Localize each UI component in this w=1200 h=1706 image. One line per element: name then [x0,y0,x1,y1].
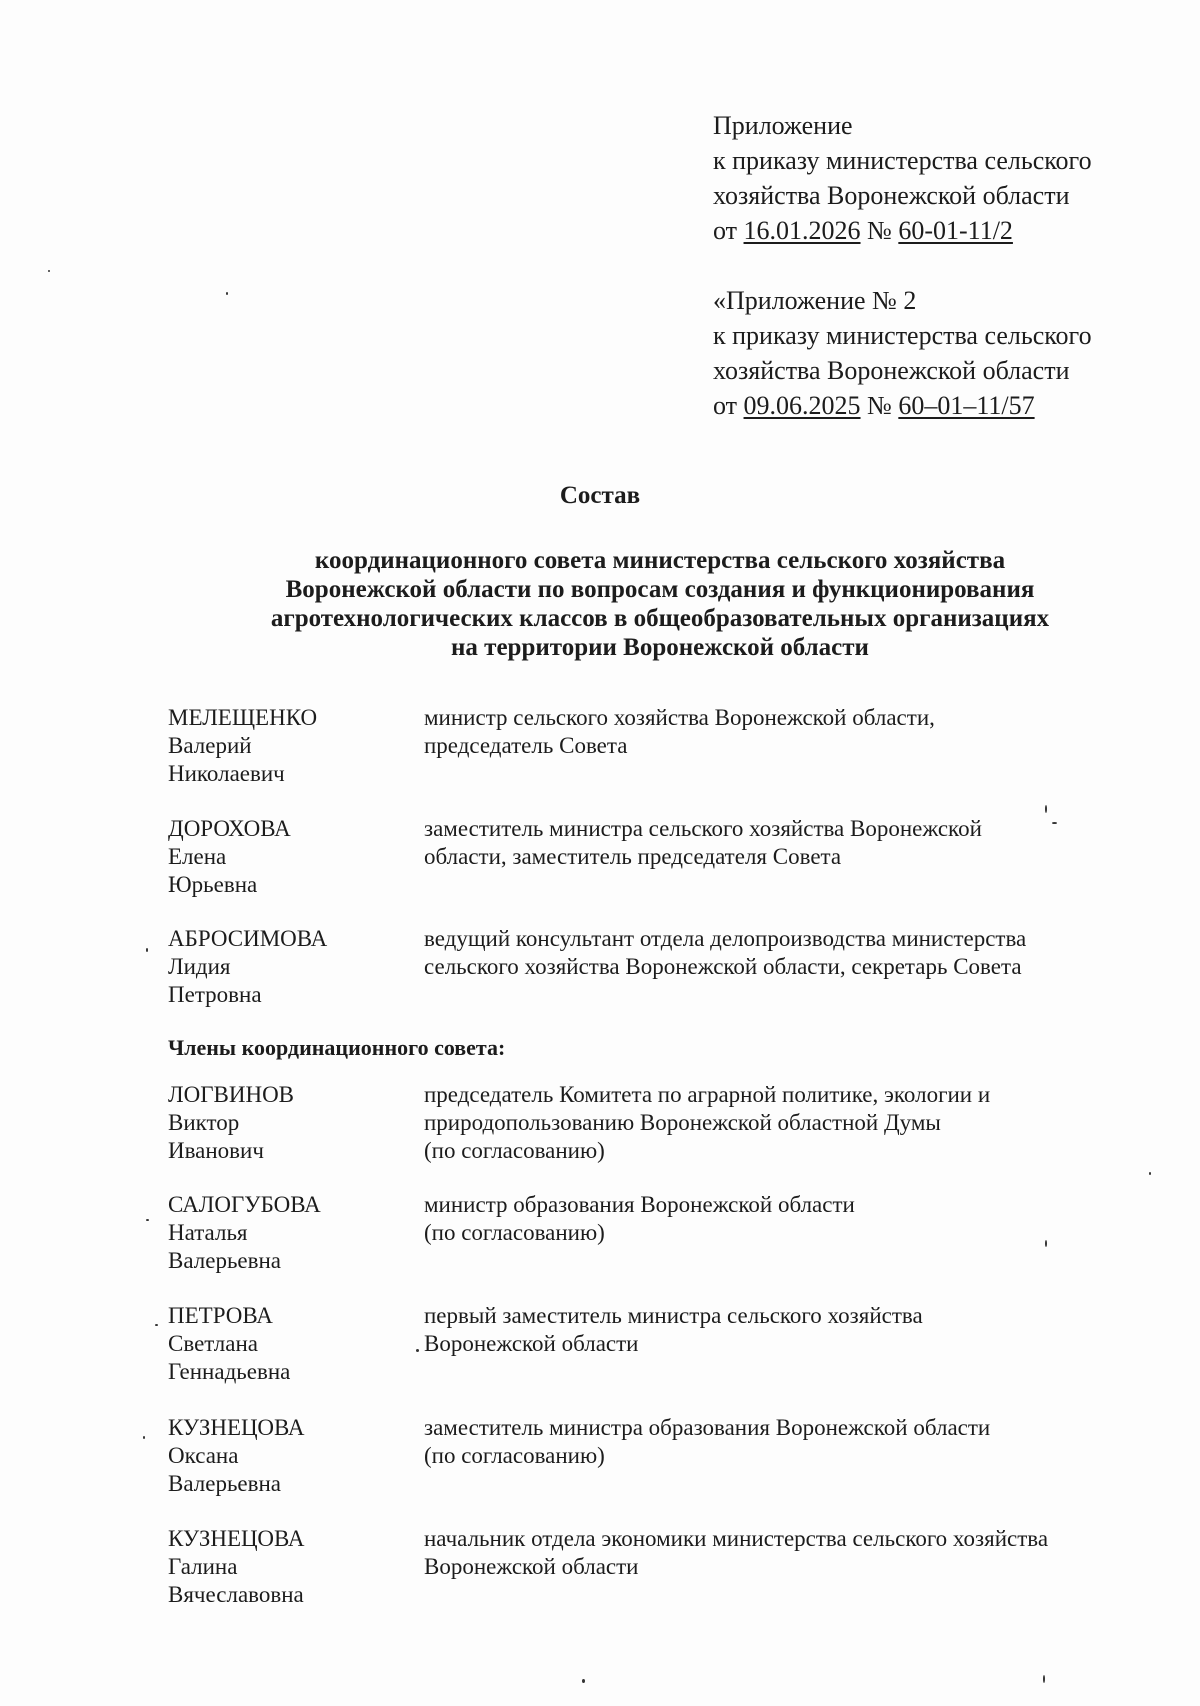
member-role [424,1414,1124,1470]
appendix-number: 60-01-11/2 [898,216,1013,245]
role-line: заместитель министра образования Воронежской области [424,1415,991,1440]
appendix-date-line [713,388,1173,423]
role-line: министр сельского хозяйства Воронежской области, [424,705,935,730]
document-title: Состав [559,482,641,509]
appendix-date: 16.01.2026 [743,216,861,245]
member-first-name: Наталья [168,1220,248,1245]
member-patronymic: Вячеславовна [168,1582,304,1607]
scan-speck [582,1679,585,1683]
member-patronymic: Валерьевна [168,1248,282,1273]
appendix-current [713,108,1173,248]
scan-speck [226,292,228,295]
appendix-original [713,283,1173,423]
member-first-name: Светлана [168,1331,258,1356]
role-line: заместитель министра сельского хозяйства Воронежской [424,816,982,841]
scan-speck [1052,822,1057,824]
member-role [424,1302,1124,1358]
member-surname: КУЗНЕЦОВА [168,1526,305,1551]
scan-speck [155,1324,158,1326]
appendix-date-line [713,213,1173,248]
members-heading: Члены координационного совета: [168,1035,506,1060]
role-line: (по согласованию) [424,1138,605,1163]
subtitle-line: Воронежской области по вопросам создания и функционирования [285,576,1035,603]
member-role [424,1525,1124,1581]
appendix-line: хозяйства Воронежской области [713,181,1070,210]
appendix-prefix: от [713,391,744,420]
member-surname: ЛОГВИНОВ [168,1082,295,1107]
member-first-name: Виктор [168,1110,240,1135]
scan-speck [1043,1675,1045,1683]
scan-speck [146,1219,149,1221]
member-name [168,815,398,899]
member-first-name: Лидия [168,954,231,979]
member-first-name: Елена [168,844,227,869]
member-name [168,1414,398,1498]
scan-speck [1045,805,1047,813]
subtitle-line: координационного совета министерства сельского хозяйства [314,547,1006,574]
appendix-heading: Приложение [713,111,853,140]
member-name [168,1302,398,1386]
member-patronymic: Иванович [168,1138,264,1163]
member-first-name: Галина [168,1554,238,1579]
role-line: председатель Комитета по аграрной политике, экологии и [424,1082,991,1107]
appendix-prefix: от [713,216,744,245]
member-surname: АБРОСИМОВА [168,926,328,951]
appendix-date: 09.06.2025 [743,391,861,420]
scan-speck [1149,1172,1151,1175]
subtitle-line: на территории Воронежской области [451,634,869,661]
member-surname: ПЕТРОВА [168,1303,273,1328]
appendix-number-sign: № [860,216,899,245]
member-patronymic: Геннадьевна [168,1359,291,1384]
role-line: Воронежской области [424,1554,639,1579]
role-line: председатель Совета [424,733,628,758]
appendix-heading: «Приложение № 2 [713,286,917,315]
subtitle-line: агротехнологических классов в общеобразовательных организациях [270,605,1050,632]
member-role [424,1191,1124,1247]
member-name [168,704,398,788]
appendix-line: к приказу министерства сельского [713,146,1092,175]
role-line: природопользованию Воронежской областной Думы [424,1110,941,1135]
role-line: ведущий консультант отдела делопроизводства министерства [424,926,1027,951]
role-line: (по согласованию) [424,1220,605,1245]
appendix-line: к приказу министерства сельского [713,321,1092,350]
appendix-line: хозяйства Воронежской области [713,356,1070,385]
member-name [168,1525,398,1609]
member-surname: КУЗНЕЦОВА [168,1415,305,1440]
member-name [168,1081,398,1165]
member-role [424,704,1124,760]
member-first-name: Оксана [168,1443,239,1468]
member-patronymic: Петровна [168,982,262,1007]
appendix-number: 60–01–11/57 [898,391,1035,420]
member-surname: ДОРОХОВА [168,816,291,841]
appendix-number-sign: № [860,391,899,420]
member-patronymic: Валерьевна [168,1471,282,1496]
role-line: области, заместитель председателя Совета [424,844,842,869]
member-name [168,1191,398,1275]
member-role [424,815,1124,871]
scan-speck [146,948,148,952]
scan-speck [48,270,50,272]
scan-speck [143,1436,145,1439]
member-surname: САЛОГУБОВА [168,1192,321,1217]
document-subtitle [200,546,1120,662]
member-first-name: Валерий [168,733,252,758]
member-patronymic: Николаевич [168,761,285,786]
member-name [168,925,398,1009]
scan-speck [1045,1240,1047,1247]
role-line: министр образования Воронежской области [424,1192,855,1217]
role-line: сельского хозяйства Воронежской области, секретарь Совета [424,954,1022,979]
member-surname: МЕЛЕЩЕНКО [168,705,318,730]
scan-speck [416,1349,419,1352]
role-line: Воронежской области [424,1331,639,1356]
member-patronymic: Юрьевна [168,872,258,897]
role-line: первый заместитель министра сельского хозяйства [424,1303,923,1328]
role-line: начальник отдела экономики министерства сельского хозяйства [424,1526,1049,1551]
member-role [424,1081,1124,1165]
role-line: (по согласованию) [424,1443,605,1468]
member-role [424,925,1124,981]
